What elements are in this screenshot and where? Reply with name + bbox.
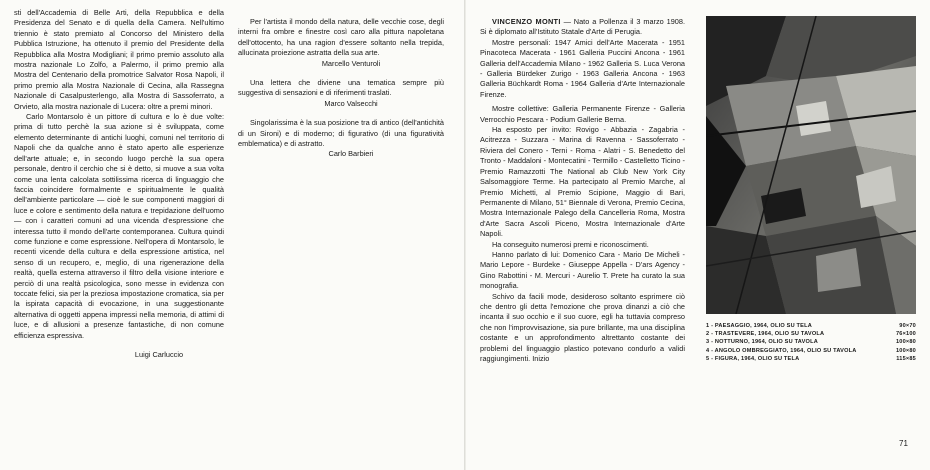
painting-image [706, 16, 916, 314]
caption-title: 3 - NOTTURNO, 1964, OLIO SU TAVOLA [706, 339, 818, 346]
right-column-artist-profile [480, 17, 685, 364]
artwork-caption-list [706, 322, 916, 363]
caption-title: 4 - ANGOLO OMBREGGIATO, 1964, OLIO SU TAVOLA [706, 347, 857, 354]
awards: Ha conseguito numerosi premi e riconoscimenti. [492, 239, 649, 249]
bio-paragraph: sti dell'Accademia di Belle Arti, della Repubblica e della Presidenza del Senato e di quella della Camera. Nell'ultimo triennio è stato premiato al Concorso del Ministero della Pubblica Istruzione, ha ottenuto il premio del Presidente della Repubblica alla Mostra Modigliani; il primo premio assoluto alla mostra nazionale Lo Zolfo, a Palermo, il primo premio alla Mostra del Centenario della promotrice Salvator Rosa Napoli, il primo premio alla Mostra Nazionale di Cecina, alla Rassegna Nazionale di Casalpusterlengo, alla Mostra di Sassoferrato, a Orvieto, alla mostra nazionale di Lucera: oltre a premi minori. [14, 8, 224, 111]
left-column-biography [14, 8, 224, 360]
book-gutter [464, 0, 466, 470]
caption-size: 100×80 [895, 339, 916, 346]
quote-author: Marcello Venturoli [321, 58, 381, 68]
caption-size: 115×85 [896, 355, 916, 362]
caption-row [706, 322, 916, 330]
critique-paragraph: Carlo Montarsolo è un pittore di cultura e lo è due volte: prima di tutto perchè la sua azione si è sviluppata, come elemento determinante di antichi luoghi, comuni nel territorio di Napoli che da qualche anno è stato aperto alle esperienze dell'arte attuale; e, in secondo luogo perchè la sua opera personale, dentro il cerchio che si è detto, si muove a sua volta come una lenta calcolata sottilissima ricerca di linguaggio che faccia coincidere formalmente e spiritualmente le qualità dell'ambiente particolare — cioè le sue componenti maggiori di luce e colore e sentimento della natura e trepidazione dell'uomo — con i caratteri comuni ad una vicenda d'espressione che interessa tutto il mondo dell'arte contemporanea. Cultura quindi come funzione e come espressione. Nell'opera di Montarsolo, le recenti vicende della cultura e della espressione artistica, nel senso di un recupero, e, meglio, di una rigenerazione della realtà, quella esterna attraverso il filtro della visione interiore e perciò di una realtà psicologica, sono messe in evidenza con toccate felici, sia per la preziosa impostazione cromatica, sia per la ispirata capacità di evocazione, in una suggestionante alternativa di oggetti appena impressi nella memoria, di attimi di luce, e di allusioni a presenze fantastiche, di non comune efficienza espressiva. [14, 112, 224, 340]
caption-size: 76×100 [895, 331, 916, 338]
caption-title: 2 - TRASTEVERE, 1964, OLIO SU TAVOLA [706, 331, 825, 338]
critic-signature: Luigi Carluccio [134, 350, 184, 359]
critics-list: Hanno parlato di lui: Domenico Cara - Mario De Micheli - Mario Lepore - Burdeke - Giuseppe Appella - D'ars Agency - Gino Rabottini - M. Mercuri - Aurelio T. Prete ha curato la sua monografia. [480, 249, 685, 291]
caption-row [706, 347, 916, 355]
caption-row [706, 338, 916, 346]
left-column-quotes [238, 17, 444, 160]
artist-intro-text: — Nato a Pollenza il 3 marzo 1908. Si è diplomato all'Istituto Statale d'Arte di Perugia. [480, 17, 685, 37]
caption-size: 90×70 [899, 323, 916, 329]
caption-title: 5 - FIGURA, 1964, OLIO SU TELA [706, 355, 800, 362]
quote-text: Singolarissima è la sua posizione tra di antico (dell'antichità di un Sironi) e di moderno; di figurativo (di una figuratività emblematica) e di astratto. [238, 118, 444, 149]
solo-exhibitions: Mostre personali: 1947 Amici dell'Arte Macerata - 1951 Pinacoteca Macerata - 1961 Galleria Puccini Ancona - 1961 Galleria dell'Accademia Milano - 1962 Galleria S. Luca Verona - Galleria Bürdeker Zurigo - 1963 Galleria Ancona - 1963 Galleria Büchkardt Roma - 1964 Galleria d'Arte Internazionale Firenze. [480, 37, 685, 99]
page-number: 71 [899, 439, 908, 448]
quote-text: Una lettera che diviene una tematica sempre più suggestiva di sensazioni e di riferimenti traslati. [238, 78, 444, 98]
caption-size: 100×80 [895, 347, 916, 354]
caption-title: 1 - PAESAGGIO, 1964, OLIO SU TELA [706, 323, 812, 329]
artist-name: VINCENZO MONTI [492, 17, 561, 26]
invited-exhibitions: Ha esposto per invito: Rovigo - Abbazia - Zagabria - Acitrezza - Suzzara - Marina di Ravenna - Sassoferrato - Riviera del Conero - Terni - Roma - Alatri - S. Benedetto del Tronto - Maddaloni - Montecatini - Termillo - Castelletto Ticino - Premio Ramazzotti The National ab Club New York City Salsomaggiore Terme. Ha partecipato al Premio Marche, al Premio Michetti, al Premio Scipione, Maggio di Bari, Permanente di Milano, 51° Biennale di Verona, Premio Cecina, Mostra Internazionale Palego della Cancelleria Roma, Mostra d'Arte Sacra Ascoli Piceno, Mostra Internazionale d'Arte Napoli. [480, 125, 685, 239]
artist-intro [480, 17, 685, 38]
caption-row [706, 355, 916, 363]
artist-statement: Schivo da facili mode, desideroso soltanto esprimere ciò che dentro gli detta l'emozione che prova dinanzi a ciò che incanta il suo occhio e il suo cuore, egli ha tuttavia compreso che non l'improvvisazione, sia pure brillante, ma una disciplina costante e un approfondimento altrettanto costante dei problemi del linguaggio plastico potevano condurlo a validi raggiungimenti. Inizio [480, 291, 685, 363]
quote-author: Marco Valsecchi [324, 98, 378, 108]
caption-row [706, 330, 916, 338]
quote-author: Carlo Barbieri [328, 149, 374, 159]
group-exhibitions: Mostre collettive: Galleria Permanente Firenze - Galleria Verrocchio Pescara - Podium Gallerie Berna. [480, 104, 685, 124]
quote-text: Per l'artista il mondo della natura, delle vecchie cose, degli interni fra ombre e finestre così caro alla pittura napoletana dell'ottocento, ha una ragion d'essere soltanto nella trepida, allucinata proiezione astratta della sua arte. [238, 17, 444, 58]
